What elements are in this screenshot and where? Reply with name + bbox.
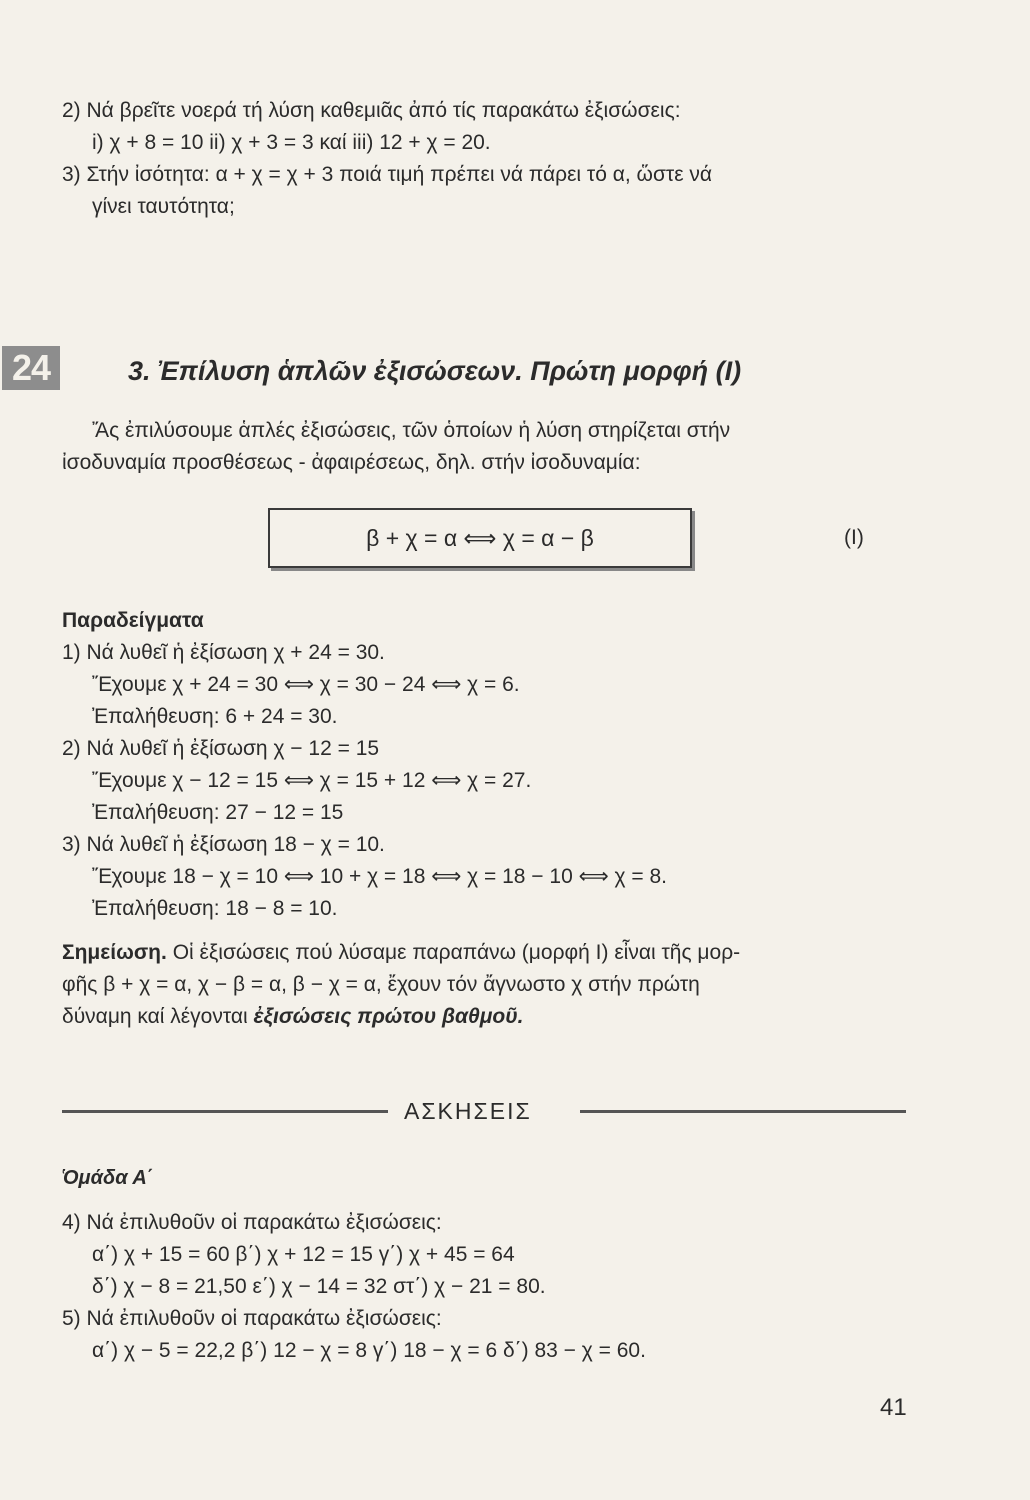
note-text-3: δύναμη καί λέγονται	[62, 1005, 254, 1028]
exercise-5-line-1: α΄) χ − 5 = 22,2 β΄) 12 − χ = 8 γ΄) 18 − χ = 6 δ΄) 83 − χ = 60.	[92, 1339, 646, 1362]
formula-label: (Ι)	[844, 526, 864, 549]
note-line-1	[62, 940, 740, 965]
page-number: 41	[880, 1394, 907, 1421]
exercise-4-line-2: δ΄) χ − 8 = 21,50 ε΄) χ − 14 = 32 στ΄) χ − 21 = 80.	[92, 1275, 546, 1298]
exercise-5-title: 5) Νά ἐπιλυθοῦν οἱ παρακάτω ἐξισώσεις:	[62, 1307, 442, 1330]
note-label: Σημείωση.	[62, 941, 167, 964]
section-heading: 3. Ἐπίλυση ἁπλῶν ἐξισώσεων. Πρώτη μορφή (Ι)	[128, 356, 742, 386]
example-3-statement: 3) Νά λυθεῖ ἡ ἐξίσωση 18 − χ = 10.	[62, 833, 385, 856]
divider-right	[580, 1110, 906, 1113]
example-1-work: Ἔχουμε χ + 24 = 30 ⟺ χ = 30 − 24 ⟺ χ = 6.	[92, 673, 520, 696]
exercise-4-line-1: α΄) χ + 15 = 60 β΄) χ + 12 = 15 γ΄) χ + 45 = 64	[92, 1243, 515, 1266]
example-1-statement: 1) Νά λυθεῖ ἡ ἐξίσωση χ + 24 = 30.	[62, 641, 385, 664]
intro-paragraph-line-2: ἰσοδυναμία προσθέσεως - ἀφαιρέσεως, δηλ. στήν ἰσοδυναμία:	[62, 451, 641, 474]
exercise-3-text-cont: γίνει ταυτότητα;	[92, 195, 235, 218]
formula-box	[268, 508, 692, 568]
example-2-statement: 2) Νά λυθεῖ ἡ ἐξίσωση χ − 12 = 15	[62, 737, 380, 760]
intro-paragraph-line-1: Ἄς ἐπιλύσουμε ἁπλές ἐξισώσεις, τῶν ὁποίων ἡ λύση στηρίζεται στήν	[92, 419, 731, 442]
note-text-1: Οἱ ἐξισώσεις πού λύσαμε παραπάνω (μορφή Ι) εἶναι τῆς μορ-	[166, 941, 741, 964]
exercise-2-equations: i) χ + 8 = 10 ii) χ + 3 = 3 καί iii) 12 + χ = 20.	[92, 131, 491, 154]
example-1-check: Ἐπαλήθευση: 6 + 24 = 30.	[92, 705, 338, 728]
note-emphasis: ἐξισώσεις πρώτου βαθμοῦ.	[253, 1005, 524, 1028]
divider-left	[62, 1110, 388, 1113]
example-3-check: Ἐπαλήθευση: 18 − 8 = 10.	[92, 897, 338, 920]
example-2-check: Ἐπαλήθευση: 27 − 12 = 15	[92, 801, 344, 824]
example-3-work: Ἔχουμε 18 − χ = 10 ⟺ 10 + χ = 18 ⟺ χ = 18 − 10 ⟺ χ = 8.	[92, 865, 668, 888]
formula: β + χ = α ⟺ χ = α − β	[366, 524, 594, 551]
exercises-title: ΑΣΚΗΣΕΙΣ	[404, 1098, 532, 1124]
exercise-2-text: 2) Νά βρεῖτε νοερά τή λύση καθεμιᾶς ἀπό τίς παρακάτω ἐξισώσεις:	[62, 99, 681, 122]
group-title: Ὁμάδα Α΄	[62, 1167, 154, 1189]
exercise-3-text: 3) Στήν ἰσότητα: α + χ = χ + 3 ποιά τιμή πρέπει νά πάρει τό α, ὥστε νά	[62, 163, 713, 186]
section-number-badge: 24	[2, 346, 60, 390]
note-line-3	[62, 1004, 523, 1029]
examples-title: Παραδείγματα	[62, 609, 204, 632]
example-2-work: Ἔχουμε χ − 12 = 15 ⟺ χ = 15 + 12 ⟺ χ = 27.	[92, 769, 532, 792]
note-line-2: φῆς β + χ = α, χ − β = α, β − χ = α, ἔχουν τόν ἄγνωστο χ στήν πρώτη	[62, 973, 700, 996]
exercise-4-title: 4) Νά ἐπιλυθοῦν οἱ παρακάτω ἐξισώσεις:	[62, 1211, 442, 1234]
